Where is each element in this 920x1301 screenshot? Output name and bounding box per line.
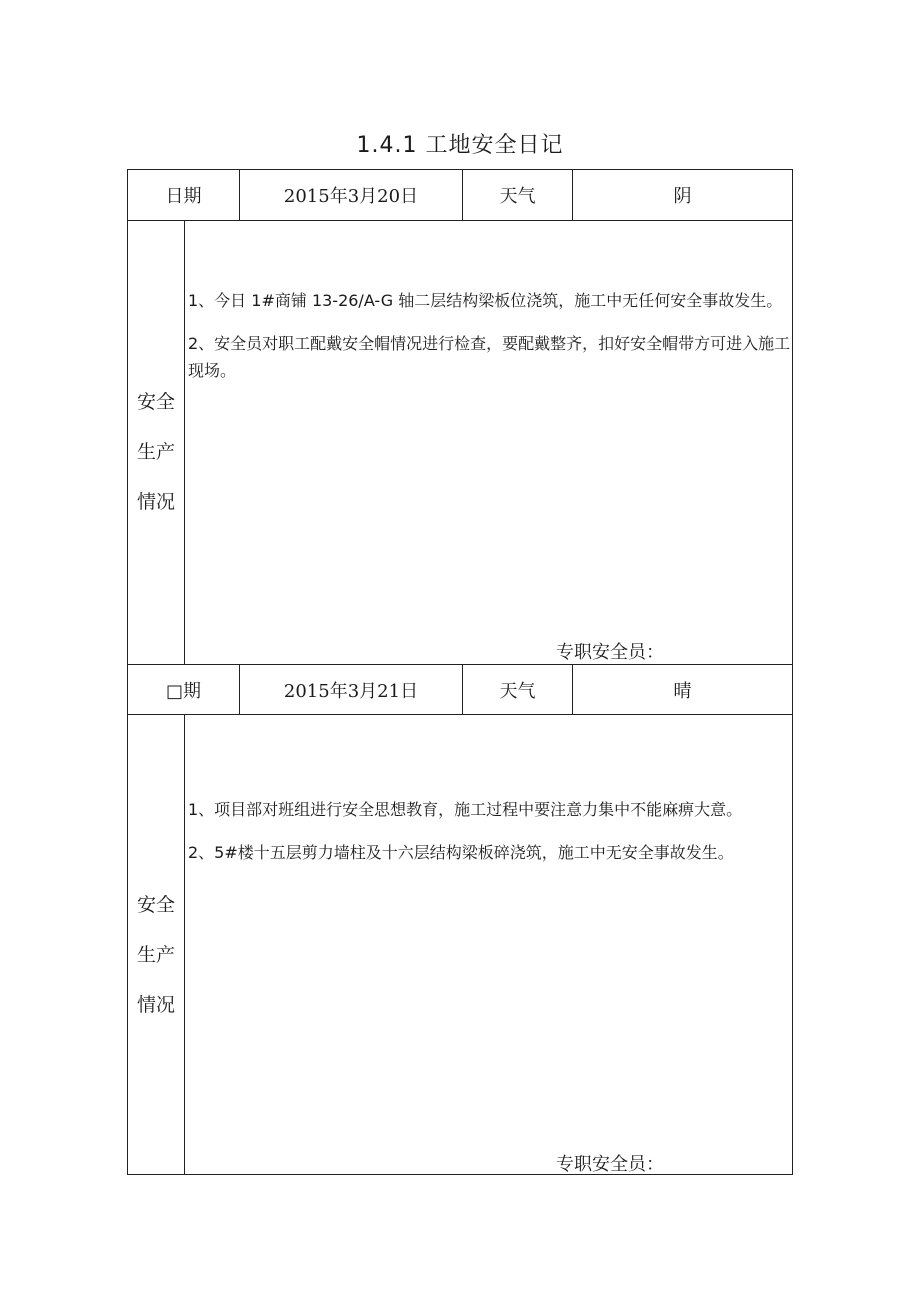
date-label: □期 [165, 680, 201, 702]
date-value: 2015年3月21日 [283, 680, 419, 702]
section-label [128, 880, 184, 1030]
section-label-line: 安全 [136, 391, 175, 413]
row-divider [128, 220, 792, 221]
weather-value: 晴 [673, 680, 692, 702]
safety-log-table [127, 169, 793, 1175]
col-divider [184, 220, 185, 664]
safety-content [188, 796, 792, 882]
section-label [128, 377, 184, 527]
date-label: 日期 [165, 186, 202, 207]
page-title: 1.4.1 工地安全日记 [356, 133, 564, 158]
col-divider [184, 714, 185, 1174]
signature-label: 专职安全员： [556, 1154, 664, 1175]
weather-label: 天气 [499, 680, 536, 702]
row-divider [128, 714, 792, 715]
section-label-line: 生产 [136, 441, 175, 463]
content-item: 2、安全员对职工配戴安全帽情况进行检查，要配戴整齐，扣好安全帽带方可进入施工现场。 [188, 334, 791, 380]
safety-content [188, 287, 792, 400]
weather-value: 阴 [673, 186, 692, 207]
section-label-line: 情况 [136, 994, 175, 1016]
content-item: 1、今日 1#商铺 13-26/A-G 轴二层结构梁板位浇筑，施工中无任何安全事故发生。 [188, 291, 783, 310]
content-item: 1、项目部对班组进行安全思想教育，施工过程中要注意力集中不能麻痹大意。 [188, 800, 743, 819]
section-label-line: 情况 [136, 491, 175, 513]
section-label-line: 安全 [136, 894, 175, 916]
weather-label: 天气 [499, 186, 536, 207]
content-item: 2、5#楼十五层剪力墙柱及十六层结构梁板碎浇筑，施工中无安全事故发生。 [188, 843, 734, 862]
signature-label: 专职安全员： [556, 642, 664, 663]
section-label-line: 生产 [136, 944, 175, 966]
date-value: 2015年3月20日 [283, 186, 419, 207]
